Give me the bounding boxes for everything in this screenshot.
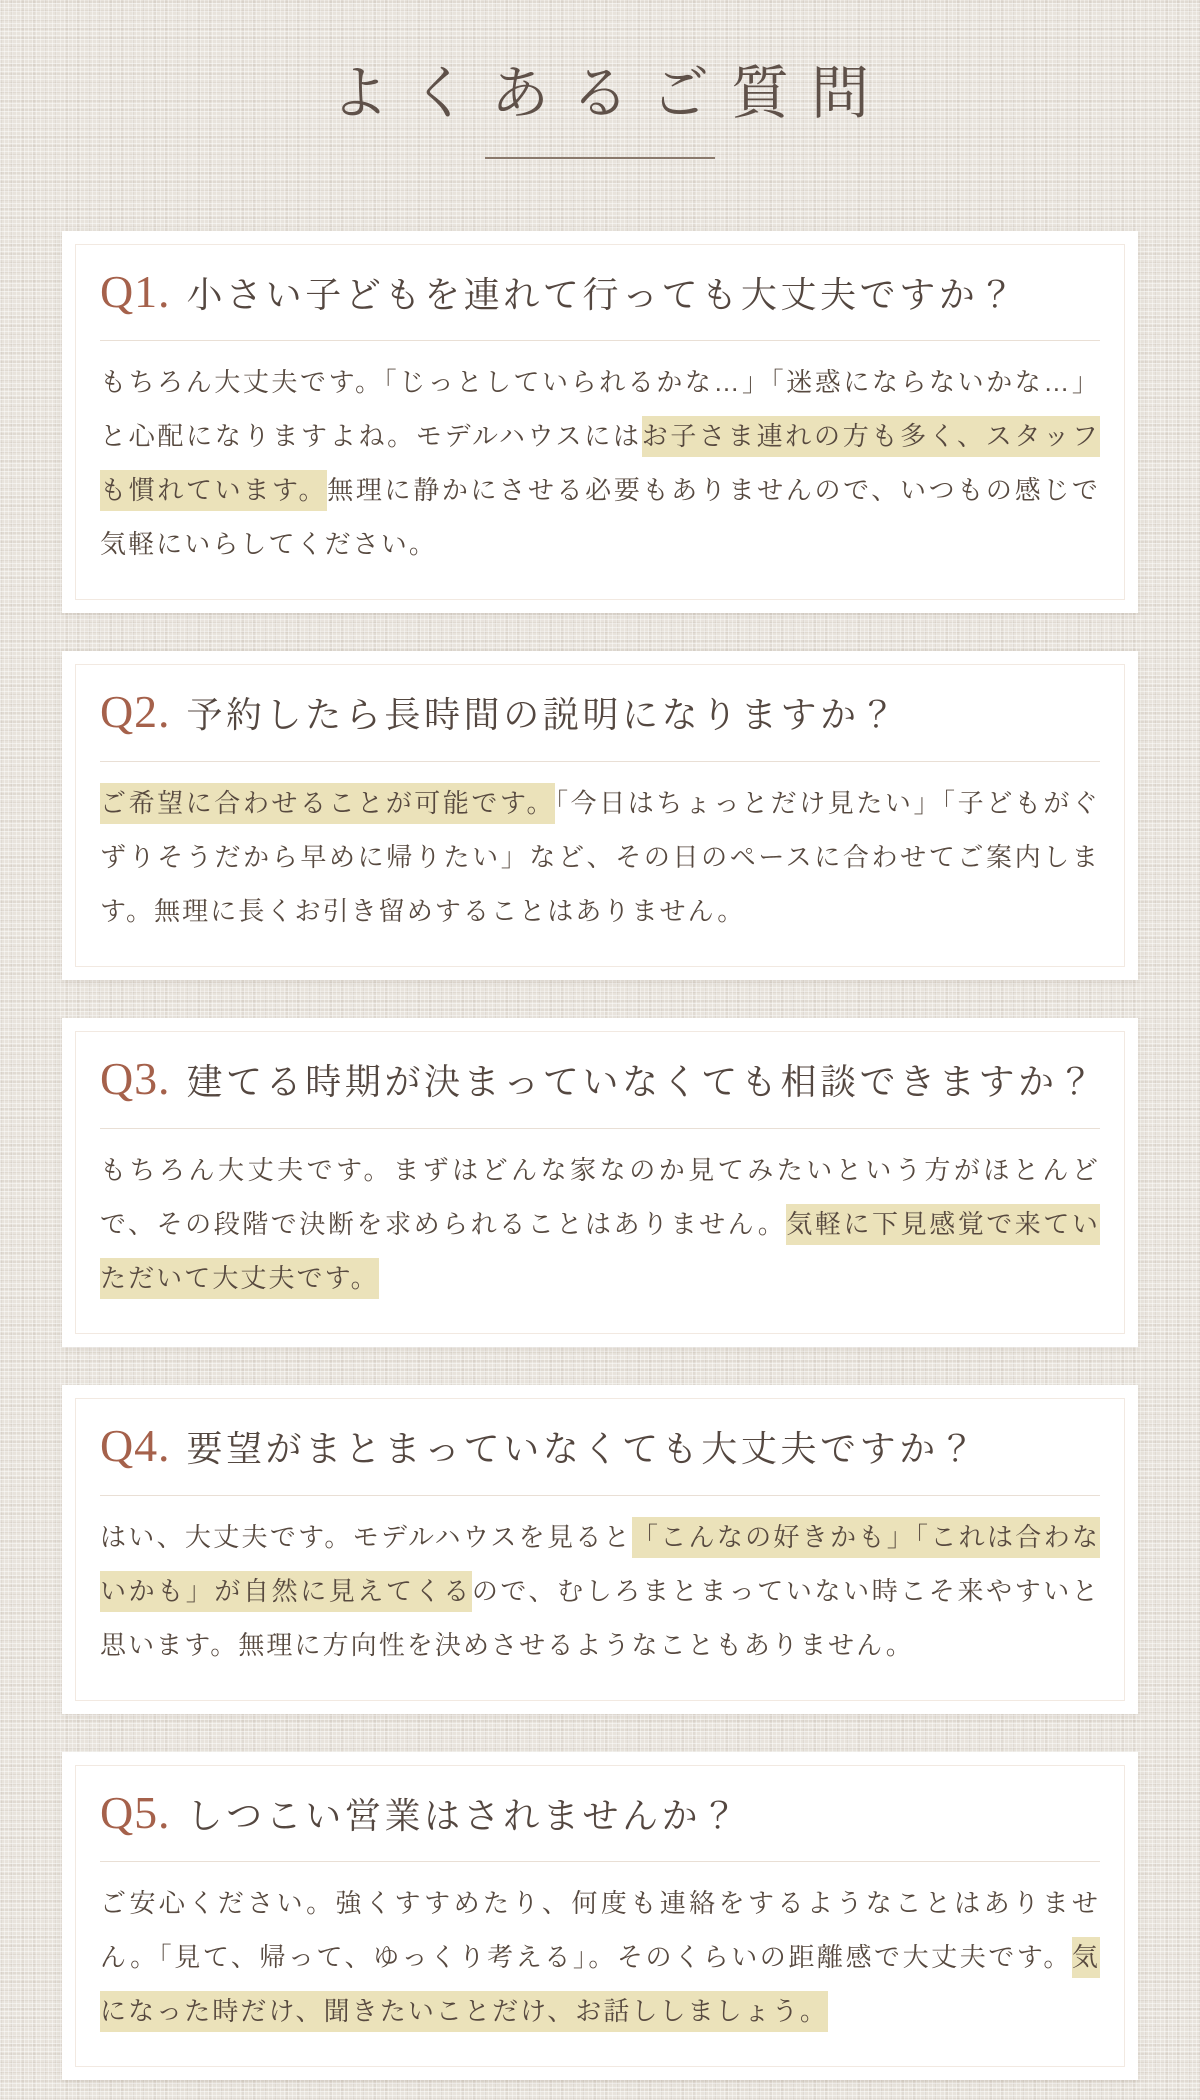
question-divider (100, 1495, 1100, 1496)
question-text: 予約したら長時間の説明になりますか？ (186, 695, 900, 736)
question-number: Q5. (100, 1786, 171, 1838)
answer-text: 無理に静かにさせる必要もありませんので、いつもの感じで気軽にいらしてください。 (100, 475, 1100, 560)
answer-text: ご安心ください。強くすすめたり、何度も連絡をするようなことはありません。「見て、帰って、ゆっくり考える」。そのくらいの距離感で大丈夫です。 (100, 1888, 1100, 1973)
question-number: Q2. (100, 686, 171, 738)
faq-question (100, 1786, 1100, 1840)
question-divider (100, 340, 1100, 341)
answer-highlight: ご希望に合わせることが可能です。 (100, 783, 555, 824)
faq-answer (100, 1510, 1100, 1672)
faq-answer (100, 1876, 1100, 2038)
question-text: 小さい子どもを連れて行っても大丈夫ですか？ (186, 274, 1019, 315)
faq-card-inner (75, 1031, 1125, 1334)
faq-card (62, 231, 1138, 614)
faq-question (100, 1053, 1100, 1106)
question-text: 要望がまとまっていなくても大丈夫ですか？ (186, 1428, 979, 1469)
faq-question (100, 686, 1100, 739)
faq-answer (100, 1143, 1100, 1305)
faq-card (62, 1752, 1138, 2081)
question-divider (100, 761, 1100, 762)
faq-card (62, 1018, 1138, 1347)
faq-question (100, 265, 1100, 319)
answer-highlight: お子さま連れの方も多く、スタッフも慣れています。 (100, 416, 1100, 511)
title-divider (485, 157, 715, 159)
question-text: しつこい営業はされませんか？ (186, 1795, 741, 1836)
faq-card (62, 1385, 1138, 1714)
faq-question (100, 1419, 1100, 1473)
faq-header (0, 58, 1200, 159)
faq-answer (100, 355, 1100, 571)
question-divider (100, 1128, 1100, 1129)
answer-text: 「今日はちょっとだけ見たい」「子どもがぐずりそうだから早めに帰りたい」など、その日のペースに合わせてご案内します。無理に長くお引き留めすることはありません。 (100, 788, 1100, 927)
answer-highlight: 「こんなの好きかも」「これは合わないかも」が自然に見えてくる (100, 1517, 1100, 1612)
question-number: Q4. (100, 1419, 171, 1471)
faq-card-inner (75, 664, 1125, 967)
answer-highlight: 気になった時だけ、聞きたいことだけ、お話ししましょう。 (100, 1937, 1100, 2032)
faq-card (62, 651, 1138, 980)
page-title: よくあるご質問 (330, 61, 892, 126)
question-number: Q1. (100, 265, 171, 317)
answer-text: はい、大丈夫です。モデルハウスを見ると (100, 1521, 632, 1552)
question-text: 建てる時期が決まっていなくても相談できますか？ (186, 1062, 1098, 1103)
answer-text: ので、むしろまとまっていない時こそ来やすいと思います。無理に方向性を決めさせるようなこともありません。 (100, 1575, 1100, 1660)
faq-answer (100, 776, 1100, 938)
question-number: Q3. (100, 1053, 171, 1105)
faq-list (0, 231, 1200, 2081)
question-divider (100, 1861, 1100, 1862)
faq-card-inner (75, 1398, 1125, 1701)
answer-text: もちろん大丈夫です。まずはどんな家なのか見てみたいという方がほとんどで、その段階で決断を求められることはありません。 (100, 1154, 1100, 1239)
answer-highlight: 気軽に下見感覚で来ていただいて大丈夫です。 (100, 1204, 1100, 1299)
answer-text: もちろん大丈夫です。「じっとしていられるかな…」「迷惑にならないかな…」と心配になりますよね。モデルハウスには (100, 367, 1100, 452)
faq-card-inner (75, 244, 1125, 601)
faq-card-inner (75, 1765, 1125, 2068)
